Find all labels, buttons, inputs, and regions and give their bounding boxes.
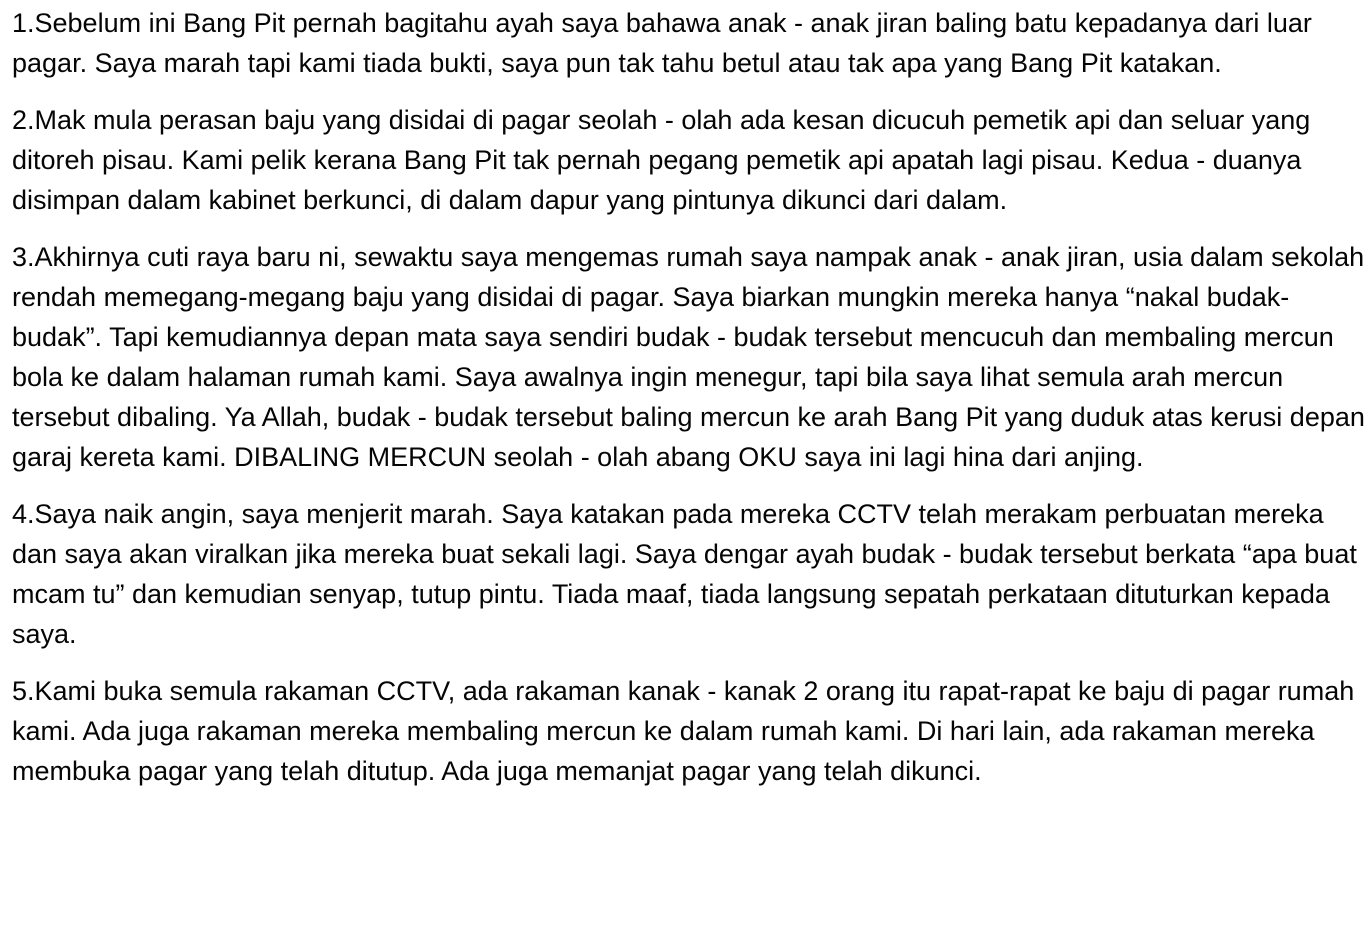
paragraph-3: 3.Akhirnya cuti raya baru ni, sewaktu saya mengemas rumah saya nampak anak - anak jiran, usia dalam sekolah rendah memegang-megang baju yang disidai di pagar. Saya biarkan mungkin mereka hanya “nakal budak-budak”. Tapi kemudiannya depan mata saya sendiri budak - budak tersebut mencucuh dan membaling mercun bola ke dalam halaman rumah kami. Saya awalnya ingin menegur, tapi bila saya lihat semula arah mercun tersebut dibaling. Ya Allah, budak - budak tersebut baling mercun ke arah Bang Pit yang duduk atas kerusi depan garaj kereta kami. DIBALING MERCUN seolah - olah abang OKU saya ini lagi hina dari anjing.	[12, 242, 1365, 472]
paragraph-4: 4.Saya naik angin, saya menjerit marah. Saya katakan pada mereka CCTV telah merakam perbuatan mereka dan saya akan viralkan jika mereka buat sekali lagi. Saya dengar ayah budak - budak tersebut berkata “apa buat mcam tu” dan kemudian senyap, tutup pintu. Tiada maaf, tiada langsung sepatah perkataan dituturkan kepada saya.	[12, 499, 1357, 649]
paragraph-2: 2.Mak mula perasan baju yang disidai di pagar seolah - olah ada kesan dicucuh pemetik api dan seluar yang ditoreh pisau. Kami pelik kerana Bang Pit tak pernah pegang pemetik api apatah lagi pisau. Kedua - duanya disimpan dalam kabinet berkunci, di dalam dapur yang pintunya dikunci dari dalam.	[12, 105, 1311, 215]
paragraph-1: 1.Sebelum ini Bang Pit pernah bagitahu ayah saya bahawa anak - anak jiran baling batu kepadanya dari luar pagar. Saya marah tapi kami tiada bukti, saya pun tak tahu betul atau tak apa yang Bang Pit katakan.	[12, 8, 1312, 78]
paragraph-5: 5.Kami buka semula rakaman CCTV, ada rakaman kanak - kanak 2 orang itu rapat-rapat ke baju di pagar rumah kami. Ada juga rakaman mereka membaling mercun ke dalam rumah kami. Di hari lain, ada rakaman mereka membuka pagar yang telah ditutup. Ada juga memanjat pagar yang telah dikunci.	[12, 676, 1355, 786]
